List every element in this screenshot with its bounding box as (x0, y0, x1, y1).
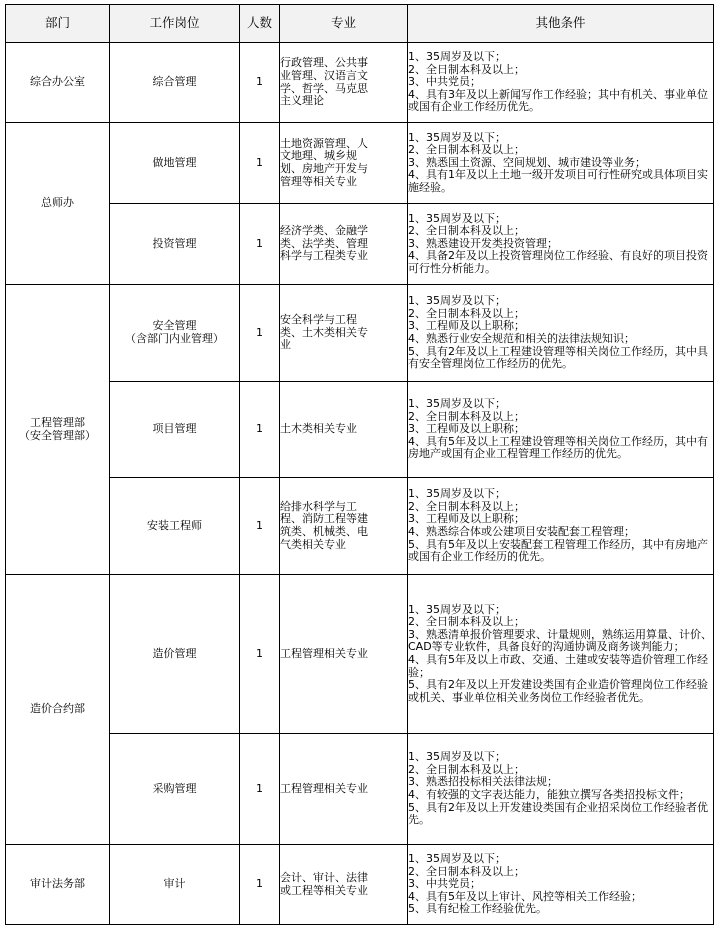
post-cell (110, 845, 240, 925)
major-cell (280, 43, 408, 123)
table-row (6, 845, 714, 925)
major-line: 划、房地产开发与 (280, 162, 368, 175)
post-cell (110, 285, 240, 382)
major-cell (280, 204, 408, 285)
condition-item: 4、具有5年及以上工程建设管理等相关岗位工作经历，其中有房地产或国有企业工程管理工作经历的优先。 (408, 434, 708, 461)
headcount-cell: 1 (240, 575, 280, 734)
department-name: 总师办 (41, 196, 74, 210)
department-name: 审计法务部 (30, 877, 85, 891)
header-row (6, 5, 714, 43)
post-cell (110, 204, 240, 285)
major-line: 学、哲学、马克思 (280, 81, 368, 95)
major-line: 土地资源管理、人 (280, 136, 368, 150)
post-cell (110, 478, 240, 575)
conditions-cell (408, 285, 714, 382)
condition-item: 5、具有2年及以上开发建设类国有企业造价管理岗位工作经验或机关、事业单位相关业务岗位工作经验者优先。 (408, 678, 708, 704)
condition-item: 1、35周岁及以下； (408, 397, 506, 411)
post-cell (110, 575, 240, 734)
major-line: 筑类、机械类、电 (280, 525, 368, 538)
table-row (6, 734, 714, 845)
department-cell (6, 845, 110, 925)
header-count: 人数 (240, 5, 280, 43)
major-line: 行政管理、公共事 (280, 56, 368, 70)
post-name: 安装工程师 (147, 518, 202, 532)
condition-item: 5、具有2年及以上开发建设类国有企业招采岗位工作经验者优先。 (408, 800, 708, 827)
table-row (6, 285, 714, 382)
condition-item: 3、工程师及以上职称； (408, 422, 525, 436)
condition-item: 1、35周岁及以下； (408, 130, 506, 144)
conditions-cell (408, 734, 714, 845)
major-line: 管理等相关专业 (280, 174, 357, 188)
conditions-cell (408, 845, 714, 925)
conditions-cell (408, 204, 714, 285)
headcount-cell: 1 (240, 43, 280, 123)
department-cell (6, 285, 110, 575)
condition-item: 2、全日制本科及以上； (408, 499, 525, 513)
condition-item: 2、全日制本科及以上； (408, 224, 525, 238)
major-line: 类、法学类、管理 (280, 236, 368, 250)
condition-item: 2、全日制本科及以上； (408, 62, 525, 76)
condition-item: 2、全日制本科及以上； (408, 864, 525, 878)
condition-item: 1、35周岁及以下； (408, 50, 506, 64)
major-line: 经济学类、金融学 (280, 224, 368, 238)
headcount-cell: 1 (240, 123, 280, 204)
department-cell (6, 43, 110, 123)
major-line: 土木类相关专业 (280, 422, 357, 436)
department-name: 综合办公室 (30, 75, 85, 89)
post-cell (110, 43, 240, 123)
major-line: 工程管理相关专业 (280, 646, 368, 660)
major-line: 业 (280, 338, 291, 352)
header-dept: 部门 (6, 5, 110, 43)
major-line: 业管理、汉语言文 (280, 68, 368, 82)
condition-item: 3、熟悉国土资源、空间规划、城市建设等业务； (408, 155, 646, 169)
condition-item: 2、全日制本科及以上； (408, 143, 525, 157)
post-name: 做地管理 (152, 155, 197, 169)
condition-item: 3、工程师及以上职称； (408, 319, 525, 333)
condition-item: 2、全日制本科及以上； (408, 615, 525, 629)
headcount-cell: 1 (240, 478, 280, 575)
conditions-cell (408, 382, 714, 478)
major-line: 工程管理相关专业 (280, 781, 368, 795)
condition-item: 1、35周岁及以下； (408, 211, 506, 225)
header-major: 专业 (280, 5, 408, 43)
post-cell (110, 123, 240, 204)
major-line: 气类相关专业 (280, 537, 346, 551)
condition-item: 3、工程师及以上职称； (408, 512, 525, 526)
headcount-cell: 1 (240, 382, 280, 478)
major-cell (280, 285, 408, 382)
condition-item: 2、全日制本科及以上； (408, 409, 525, 423)
post-cell (110, 734, 240, 845)
condition-item: 1、35周岁及以下； (408, 852, 506, 866)
headcount-cell: 1 (240, 734, 280, 845)
condition-item: 3、中共党员； (408, 877, 481, 891)
major-cell (280, 478, 408, 575)
department-name: （安全管理部） (19, 428, 96, 442)
table-row (6, 478, 714, 575)
condition-item: 4、具有5年及以上市政、交通、土建或安装等造价管理工作经验； (408, 653, 708, 679)
post-name: 综合管理 (152, 75, 197, 89)
major-line: 安全科学与工程 (280, 313, 357, 327)
major-line: 程、消防工程等建 (280, 512, 368, 526)
major-line: 会计、审计、法律 (280, 870, 368, 884)
conditions-cell (408, 575, 714, 734)
department-name: 造价合约部 (30, 702, 85, 716)
condition-item: 1、35周岁及以下； (408, 294, 506, 308)
condition-item: 1、35周岁及以下； (408, 750, 506, 764)
condition-item: 3、熟悉清单报价管理要求、计量规则，熟练运用算量、计价、CAD等专业软件，具备良好的沟通协调及商务谈判能力； (408, 627, 712, 654)
major-line: 给排水科学与工 (280, 499, 357, 513)
major-line: 文地理、城乡规 (280, 149, 357, 163)
major-line: 类、土木类相关专 (280, 325, 368, 339)
major-line: 主义理论 (280, 94, 324, 108)
major-cell (280, 575, 408, 734)
condition-item: 3、中共党员； (408, 75, 481, 89)
condition-item: 2、全日制本科及以上； (408, 762, 525, 776)
post-name: 安全管理 (152, 319, 197, 333)
condition-item: 5、具有纪检工作经验优先。 (408, 902, 547, 916)
table-row (6, 123, 714, 204)
condition-item: 5、具有5年及以上安装配套工程管理工作经历，其中有房地产或国有企业工作经历的优先。 (408, 537, 708, 564)
condition-item: 4、有较强的文字表达能力，能独立撰写各类招投标文件； (408, 788, 690, 801)
condition-item: 1、35周岁及以下； (408, 602, 506, 616)
department-cell (6, 575, 110, 845)
header-conditions: 其他条件 (408, 5, 714, 43)
department-cell (6, 123, 110, 285)
condition-item: 4、熟悉综合体或公建项目安装配套工程管理； (408, 525, 635, 538)
condition-item: 4、具有5年及以上审计、风控等相关工作经验； (408, 889, 642, 903)
major-line: 或工程等相关专业 (280, 883, 368, 897)
conditions-cell (408, 43, 714, 123)
post-name: 采购管理 (152, 781, 197, 795)
table-row (6, 204, 714, 285)
major-cell (280, 734, 408, 845)
post-name: 项目管理 (152, 422, 197, 436)
condition-item: 4、具备2年及以上投资管理岗位工作经验、有良好的项目投资可行性分析能力。 (408, 249, 708, 275)
recruitment-table (5, 4, 714, 925)
conditions-cell (408, 478, 714, 575)
table-row (6, 382, 714, 478)
headcount-cell: 1 (240, 204, 280, 285)
table-row (6, 575, 714, 734)
condition-item: 2、全日制本科及以上； (408, 306, 525, 320)
condition-item: 5、具有2年及以上工程建设管理等相关岗位工作经历，其中具有安全管理岗位工作经历的优先。 (408, 344, 708, 371)
post-cell (110, 382, 240, 478)
post-name: 造价管理 (152, 646, 197, 660)
headcount-cell: 1 (240, 845, 280, 925)
table-row (6, 43, 714, 123)
header-post: 工作岗位 (110, 5, 240, 43)
condition-item: 4、具有3年及以上新闻写作工作经验；其中有机关、事业单位或国有企业工作经历优先。 (408, 87, 708, 114)
condition-item: 1、35周岁及以下； (408, 487, 506, 501)
major-cell (280, 123, 408, 204)
major-line: 科学与工程类专业 (280, 249, 368, 263)
condition-item: 3、熟悉招投标相关法律法规； (408, 775, 558, 789)
post-name: （含部门内业管理） (125, 332, 224, 345)
condition-item: 4、具有1年及以上土地一级开发项目可行性研究或具体项目实施经验。 (408, 168, 708, 194)
condition-item: 4、熟悉行业安全规范和相关的法律法规知识； (408, 332, 635, 345)
major-cell (280, 382, 408, 478)
condition-item: 3、熟悉建设开发类投资管理； (408, 236, 558, 250)
department-name: 工程管理部 (30, 415, 85, 429)
conditions-cell (408, 123, 714, 204)
table-body (6, 43, 714, 925)
post-name: 审计 (163, 877, 186, 891)
post-name: 投资管理 (152, 236, 197, 250)
headcount-cell: 1 (240, 285, 280, 382)
major-cell (280, 845, 408, 925)
